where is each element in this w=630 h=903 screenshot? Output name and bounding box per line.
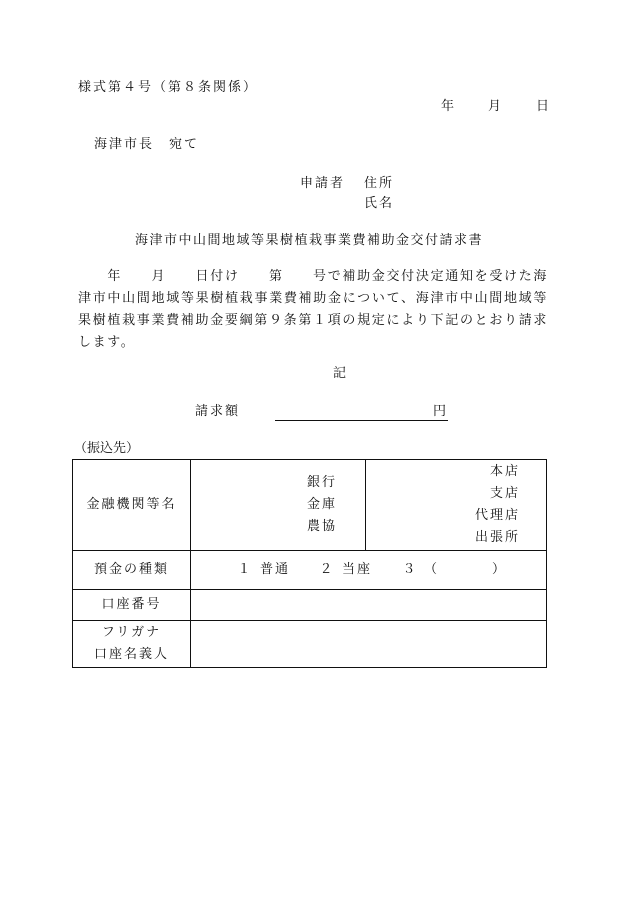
institution-name-label: 金融機関等名 [73, 460, 191, 551]
deposit-type-options [191, 551, 547, 590]
request-amount-label: 請求額 [195, 404, 241, 419]
account-holder-label-cell [73, 621, 191, 668]
bank-type-ja: 農協 [306, 519, 337, 534]
bank-type-shinkin: 金庫 [306, 497, 337, 512]
document-title: 海津市中山間地域等果樹植栽事業費補助金交付請求書 [135, 233, 484, 248]
bank-type-cell [191, 460, 366, 551]
ki-heading: 記 [333, 366, 347, 381]
request-body-text: 年 月 日付け 第 号で補助金交付決定通知を受けた海津市中山間地域等果樹植栽事業費補助金について、海津市中山間地域等果樹植栽事業費補助金要綱第９条第１項の規定により下記のとおり請求します。 [78, 269, 548, 350]
deposit-option-other-close: ） [491, 562, 507, 577]
account-number-row [73, 590, 547, 621]
account-holder-label: 口座名義人 [93, 647, 169, 662]
branch-type-agency: 代理店 [474, 508, 520, 523]
account-number-field [191, 590, 547, 621]
account-holder-field [191, 621, 547, 668]
applicant-address-label: 住所 [364, 176, 395, 191]
branch-type-cell [366, 460, 547, 551]
date-day-label: 日 [536, 99, 550, 114]
date-year-label: 年 [441, 99, 455, 114]
request-amount-unit: 円 [433, 404, 447, 419]
institution-row [73, 460, 547, 551]
account-number-label: 口座番号 [73, 590, 191, 621]
furigana-label: フリガナ [101, 625, 162, 640]
addressee: 海津市長 宛て [94, 137, 200, 152]
deposit-option-2-number: ２ [319, 562, 335, 577]
applicant-label: 申請者 [300, 176, 346, 191]
deposit-option-3-number: ３ [402, 562, 418, 577]
bank-type-bank: 銀行 [306, 475, 337, 490]
deposit-type-row [73, 551, 547, 590]
date-month-label: 月 [488, 99, 502, 114]
deposit-type-label: 預金の種類 [73, 551, 191, 590]
deposit-option-ordinary: 普通 [259, 562, 290, 577]
deposit-option-1-number: １ [237, 562, 253, 577]
form-number: 様式第４号（第８条関係） [78, 80, 259, 95]
bank-transfer-table [72, 459, 547, 668]
applicant-name-label: 氏名 [364, 196, 395, 211]
transfer-heading: （振込先） [74, 441, 140, 456]
branch-type-branch: 支店 [489, 486, 520, 501]
account-holder-row [73, 621, 547, 668]
request-amount-line [275, 420, 448, 421]
deposit-option-other-open: （ [423, 562, 439, 577]
branch-type-head-office: 本店 [489, 464, 520, 479]
deposit-option-current: 当座 [341, 562, 372, 577]
branch-type-sub-office: 出張所 [474, 530, 520, 545]
